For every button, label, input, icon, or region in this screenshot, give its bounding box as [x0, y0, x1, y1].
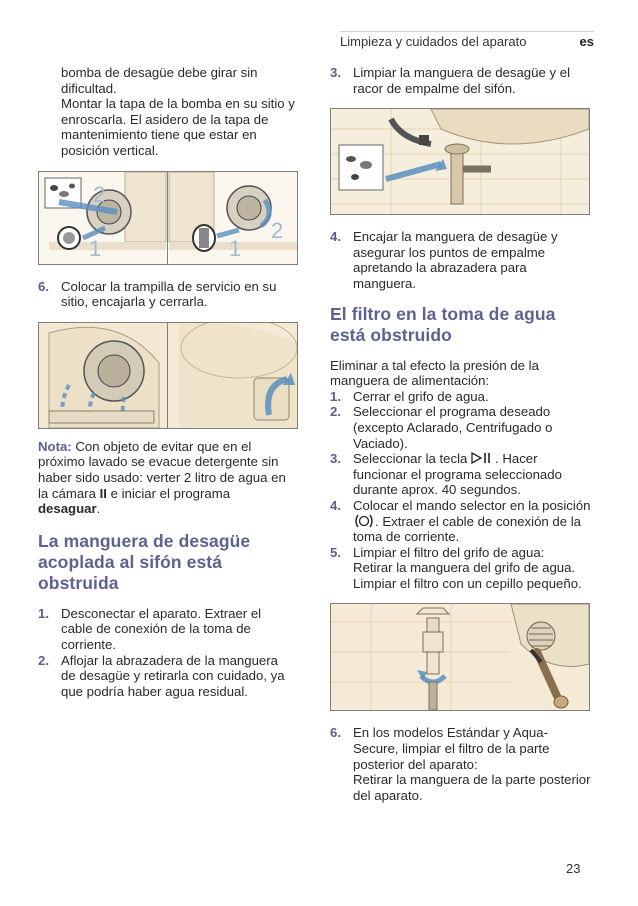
- step-text-a: Colocar el mando selector en la posición: [353, 497, 591, 513]
- right-step-4-hose: [330, 229, 592, 291]
- step-text-a: En los modelos Estándar y Aqua-Secure, limpiar el filtro de la parte posterior del aparato:: [353, 725, 550, 772]
- page-header: [340, 31, 594, 52]
- step-text-b: . Hacer funcionar el programa seleccionado durante aprox. 40 segundos.: [353, 451, 562, 498]
- service-flap-illustration: [39, 323, 297, 428]
- step-number: 5.: [330, 544, 341, 560]
- off-position-icon: [353, 514, 375, 528]
- filter-step-1: [330, 389, 592, 405]
- step-number: 4.: [330, 497, 341, 513]
- step-text-b: Retirar la manguera de la parte posterior del aparato.: [353, 772, 591, 803]
- water-tap-illustration: [331, 604, 589, 710]
- heading-water-inlet-filter: El filtro en la toma de agua está obstruido: [330, 303, 556, 345]
- left-column: [38, 65, 296, 699]
- figure-pump-cover: [38, 171, 298, 265]
- step-number: 3.: [330, 65, 341, 80]
- right-step-3-hose: [330, 65, 592, 96]
- step-text-a: Seleccionar la tecla: [353, 451, 468, 467]
- note-chamber: II: [99, 485, 107, 501]
- step-text: Seleccionar el programa deseado (excepto Aclarado, Centrifugado o Vaciado).: [353, 404, 553, 451]
- note-paragraph: [38, 439, 296, 517]
- figure-siphon: [330, 108, 590, 215]
- fig-label-3: 1: [229, 235, 242, 261]
- filter-intro: Eliminar a tal efecto la presión de la manguera de alimentación:: [330, 357, 539, 389]
- step-text: Desconectar el aparato. Extraer el cable de conexión de la toma de corriente.: [61, 605, 262, 652]
- step-text: Limpiar la manguera de desagüe y el racor de empalme del sifón.: [353, 65, 570, 96]
- note-program: desaguar: [38, 501, 97, 517]
- note-text-2: e iniciar el programa: [110, 485, 231, 501]
- step-number: 4.: [330, 229, 341, 245]
- fig-label-4: 2: [271, 217, 284, 243]
- filter-step-6: [330, 725, 592, 803]
- note-text-1: Con objeto de evitar que en el próximo lavado se evacue detergente sin haber sido usado: verter 2 litro de agua en la cámara: [38, 438, 286, 501]
- step-text: Colocar la trampilla de servicio en su sitio, encajarla y cerrarla.: [61, 278, 277, 310]
- step-number: 2.: [330, 404, 341, 420]
- start-pause-icon: [471, 452, 495, 464]
- step-6-left: [38, 279, 296, 310]
- language-code: es: [579, 34, 594, 49]
- figure-water-tap-filter: [330, 603, 590, 711]
- filter-step-5: [330, 545, 592, 592]
- siphon-illustration: [331, 109, 589, 214]
- section-title: Limpieza y cuidados del aparato: [340, 34, 527, 49]
- step-text: Encajar la manguera de desagüe y asegurar los puntos de empalme apretando la abrazadera para manguera.: [353, 229, 558, 291]
- step-text-c: Limpiar el filtro con un cepillo pequeño.: [353, 575, 582, 591]
- step-text: Aflojar la abrazadera de la manguera de desagüe y retirarla con cuidado, ya que podría haber agua residual.: [61, 652, 285, 699]
- left-step-2: [38, 653, 296, 700]
- pump-cover-illustration: [39, 172, 297, 264]
- filter-step-3: [330, 451, 592, 498]
- step-number: 1.: [330, 388, 341, 404]
- figure-service-flap: [38, 322, 298, 429]
- left-step-1: [38, 606, 296, 653]
- fig-label-2: 2: [93, 181, 106, 207]
- note-label: Nota:: [38, 438, 72, 454]
- heading-drain-hose-clogged: La manguera de desagüe acoplada al sifón está obstruida: [38, 530, 251, 593]
- intro-text-2: Montar la tapa de la bomba en su sitio y enroscarla. El asidero de la tapa de mantenimiento tiene que estar en posición vertical.: [61, 96, 295, 158]
- step-text-b: Retirar la manguera del grifo de agua.: [353, 560, 576, 576]
- filter-step-4: [330, 498, 592, 545]
- step-text: Cerrar el grifo de agua.: [353, 388, 489, 404]
- step-number: 6.: [38, 278, 49, 294]
- step-number: 1.: [38, 605, 49, 621]
- step-number: 3.: [330, 451, 341, 467]
- step-text-a: Limpiar el filtro del grifo de agua:: [353, 544, 545, 560]
- filter-step-2: [330, 404, 592, 451]
- fig-label-1: 1: [89, 235, 102, 261]
- step-number: 6.: [330, 725, 341, 741]
- right-column: [330, 65, 592, 803]
- step-text-b: . Extraer el cable de conexión de la toma de corriente.: [353, 513, 581, 545]
- note-end: .: [96, 501, 101, 517]
- intro-text-1: bomba de desagüe debe girar sin dificultad.: [61, 65, 258, 96]
- page-number: 23: [566, 861, 581, 876]
- step-number: 2.: [38, 652, 49, 668]
